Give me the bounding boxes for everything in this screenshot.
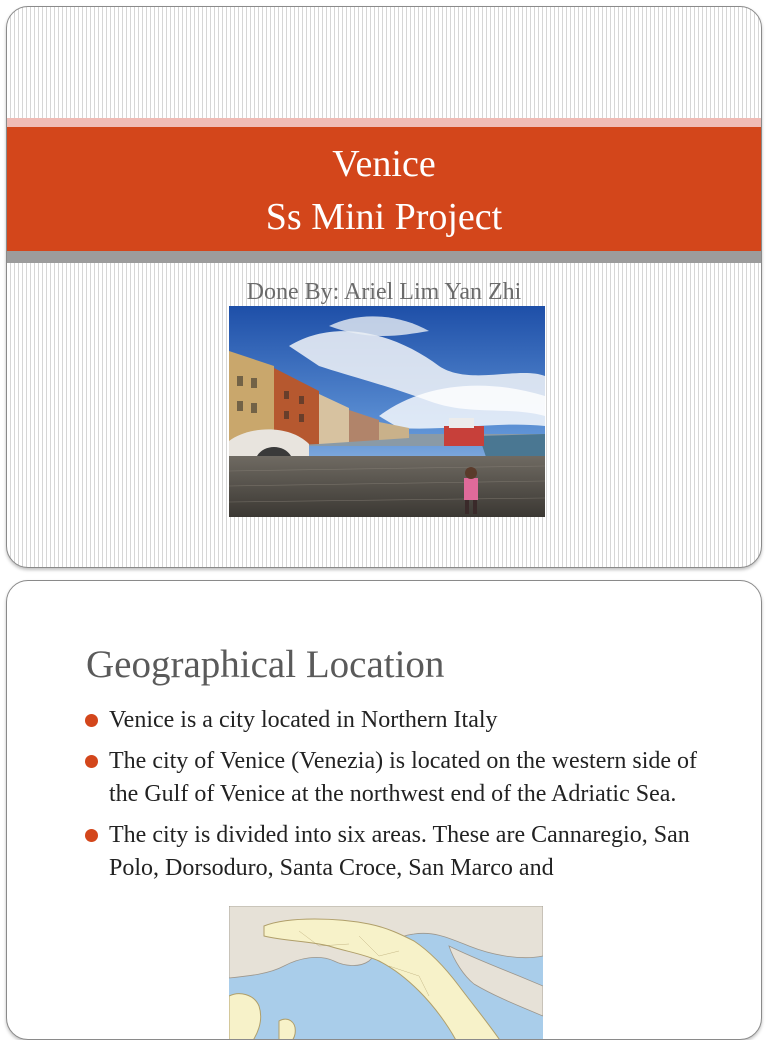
italy-map bbox=[229, 906, 543, 1040]
venice-waterfront-photo-icon bbox=[229, 306, 545, 517]
bullet-text: Venice is a city located in Northern Italy bbox=[109, 707, 498, 733]
slide-subtitle: Done By: Ariel Lim Yan Zhi bbox=[246, 279, 522, 305]
italy-map-icon bbox=[229, 906, 543, 1040]
pink-accent-band bbox=[7, 118, 761, 127]
title-line-1: Venice bbox=[332, 143, 436, 185]
slide-title bbox=[7, 138, 761, 244]
bullet-text: The city is divided into six areas. These are Cannaregio, San Polo, Dorsoduro, Santa Croce, San Marco and bbox=[109, 822, 690, 881]
list-item bbox=[85, 745, 725, 811]
content-slide bbox=[6, 580, 762, 1040]
bullet-text: The city of Venice (Venezia) is located on the western side of the Gulf of Venice at the northwest end of the Adriatic Sea. bbox=[109, 748, 697, 807]
bullet-icon bbox=[85, 829, 98, 842]
list-item bbox=[85, 704, 725, 737]
title-line-2: Ss Mini Project bbox=[265, 196, 503, 238]
venice-photo bbox=[229, 306, 545, 517]
bullet-icon bbox=[85, 714, 98, 727]
bullet-list bbox=[85, 704, 725, 893]
list-item bbox=[85, 819, 725, 885]
slide-heading: Geographical Location bbox=[86, 643, 445, 686]
bullet-icon bbox=[85, 755, 98, 768]
gray-accent-band bbox=[7, 251, 761, 263]
title-slide bbox=[6, 6, 762, 568]
